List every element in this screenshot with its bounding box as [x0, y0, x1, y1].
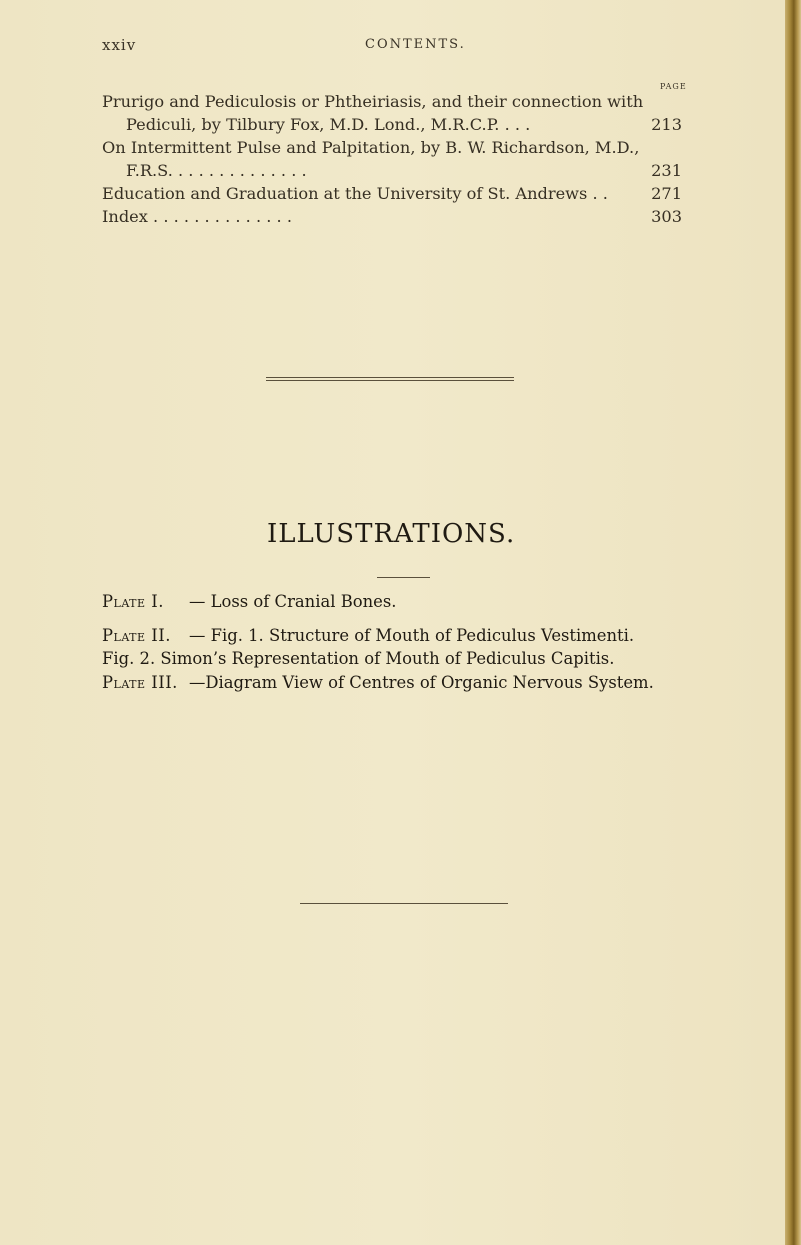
running-title: CONTENTS.	[365, 37, 466, 52]
page-number: xxiv	[102, 36, 137, 54]
plate-label: Plate I.	[102, 592, 164, 611]
section-divider	[266, 380, 514, 381]
plate-entry	[102, 624, 742, 648]
toc-entry-page: 231	[651, 161, 682, 180]
toc-entry-line: F.R.S. . . . . . . . . . . . . .	[126, 161, 307, 180]
plate-caption: — Loss of Cranial Bones.	[189, 592, 397, 611]
illustrations-list	[102, 590, 742, 694]
plate-caption: — Fig. 1. Structure of Mouth of Pediculus Vestimenti.	[189, 625, 635, 645]
plate-sub-caption: Fig. 2. Simon’s Representation of Mouth of Pediculus Capitis.	[102, 649, 615, 668]
page-column-label: PAGE	[660, 82, 687, 91]
book-edge	[785, 0, 801, 1245]
plate-entry	[102, 671, 742, 695]
plate-caption: —Diagram View of Centres of Organic Nervous System.	[189, 672, 654, 692]
section-divider	[266, 377, 514, 378]
toc-entry-line: On Intermittent Pulse and Palpitation, by B. W. Richardson, M.D.,	[102, 138, 640, 157]
toc-entry	[102, 136, 682, 182]
contents-list	[102, 90, 682, 228]
running-header	[102, 36, 662, 56]
plate-entry	[102, 590, 742, 614]
heading-rule	[377, 577, 430, 578]
illustrations-heading: ILLUSTRATIONS.	[267, 519, 516, 549]
toc-entry-line: Prurigo and Pediculosis or Phtheiriasis, and their connection with	[102, 92, 644, 111]
toc-entry-page: 213	[651, 115, 682, 134]
toc-entry-line: Education and Graduation at the University of St. Andrews . .	[102, 184, 608, 203]
toc-entry-line: Pediculi, by Tilbury Fox, M.D. Lond., M.R.C.P. . . .	[126, 115, 531, 134]
closing-rule	[300, 903, 508, 904]
plate-label: Plate III.	[102, 672, 178, 692]
toc-entry-page: 271	[651, 184, 682, 203]
toc-entry-line: Index . . . . . . . . . . . . . .	[102, 207, 292, 226]
plate-label: Plate II.	[102, 625, 171, 645]
toc-entry-page: 303	[651, 207, 682, 226]
toc-entry	[102, 205, 682, 228]
toc-entry	[102, 90, 682, 136]
toc-entry	[102, 182, 682, 205]
